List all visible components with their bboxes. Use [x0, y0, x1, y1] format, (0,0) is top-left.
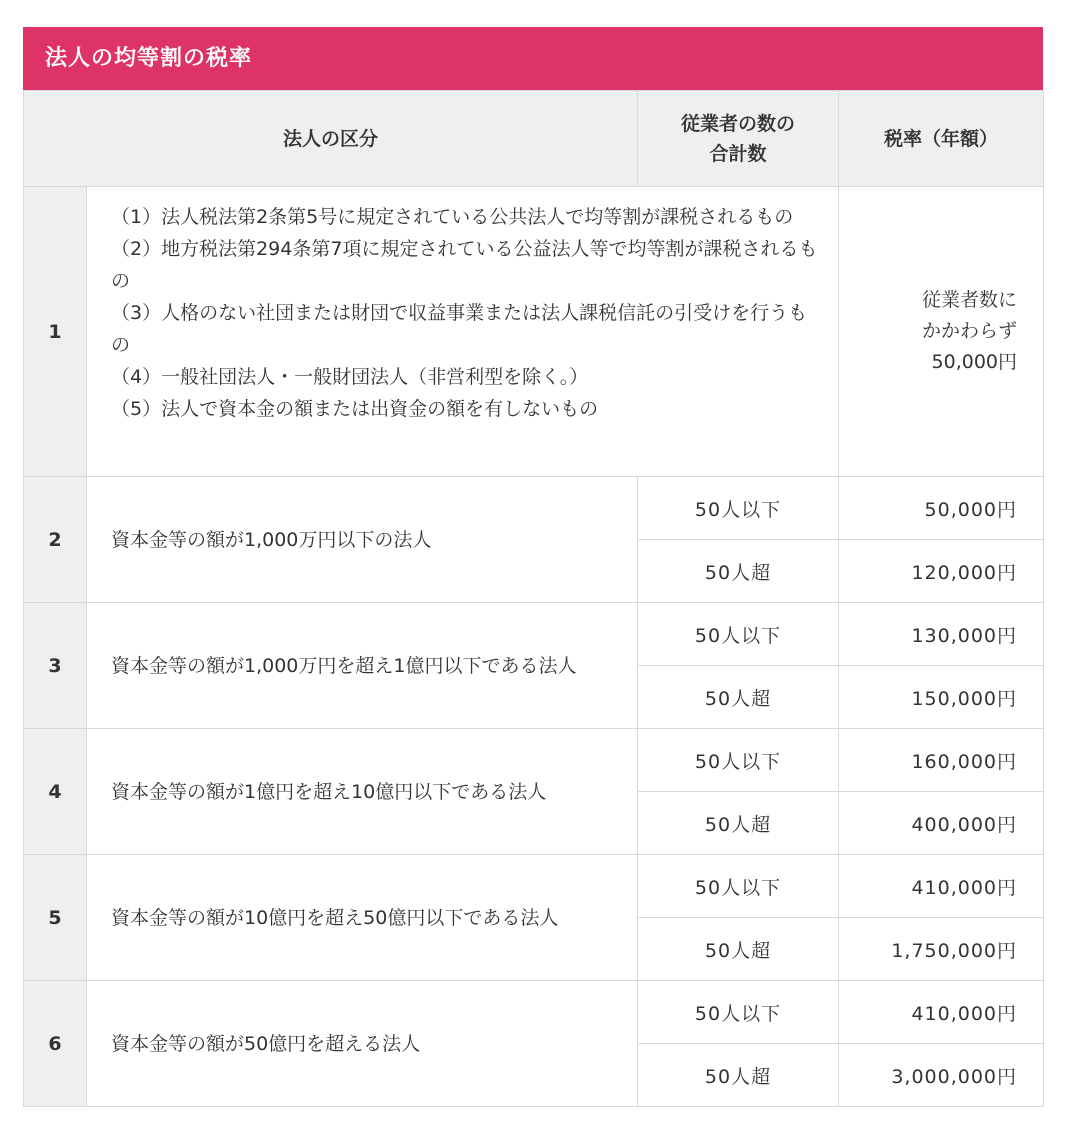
header-row [24, 91, 1044, 187]
tax-rate: 150,000円 [839, 666, 1044, 729]
table-row [24, 187, 1044, 477]
row-description: 資本金等の額が1,000万円以下の法人 [87, 477, 638, 603]
table-row [24, 477, 1044, 540]
row-description: 資本金等の額が50億円を超える法人 [87, 981, 638, 1107]
header-rate: 税率（年額） [839, 91, 1044, 187]
list-item: （3）人格のない社団または財団で収益事業または法人課税信託の引受けを行うもの [111, 302, 808, 356]
employee-count: 50人超 [638, 1044, 839, 1107]
row-number: 4 [24, 729, 87, 855]
tax-rate: 50,000円 [839, 477, 1044, 540]
row-number: 5 [24, 855, 87, 981]
tax-rate: 410,000円 [839, 981, 1044, 1044]
table-title: 法人の均等割の税率 [23, 27, 1043, 90]
row-description: 資本金等の額が1億円を超え10億円以下である法人 [87, 729, 638, 855]
row-rate [839, 187, 1044, 477]
employee-count: 50人以下 [638, 477, 839, 540]
employee-count: 50人以下 [638, 981, 839, 1044]
table-row [24, 603, 1044, 666]
rate-line: 50,000円 [931, 351, 1018, 373]
row-number: 3 [24, 603, 87, 729]
tax-rate: 400,000円 [839, 792, 1044, 855]
tax-rate: 3,000,000円 [839, 1044, 1044, 1107]
tax-rate: 1,750,000円 [839, 918, 1044, 981]
rate-line: 従業者数に [922, 289, 1018, 311]
row-number: 6 [24, 981, 87, 1107]
header-category: 法人の区分 [24, 91, 638, 187]
table-row [24, 729, 1044, 792]
employee-count: 50人超 [638, 540, 839, 603]
employee-count: 50人以下 [638, 603, 839, 666]
employee-count: 50人以下 [638, 855, 839, 918]
row-description: 資本金等の額が10億円を超え50億円以下である法人 [87, 855, 638, 981]
list-item: （1）法人税法第2条第5号に規定されている公共法人で均等割が課税されるもの [111, 206, 794, 228]
table-row [24, 855, 1044, 918]
tax-rate: 160,000円 [839, 729, 1044, 792]
employee-count: 50人超 [638, 792, 839, 855]
tax-rate: 120,000円 [839, 540, 1044, 603]
list-item: （5）法人で資本金の額または出資金の額を有しないもの [111, 398, 599, 420]
tax-rate-table-container [23, 27, 1043, 1107]
employee-count: 50人超 [638, 918, 839, 981]
row-number: 2 [24, 477, 87, 603]
row-description: 資本金等の額が1,000万円を超え1億円以下である法人 [87, 603, 638, 729]
tax-rate: 410,000円 [839, 855, 1044, 918]
tax-rate-table [23, 90, 1044, 1107]
tax-rate: 130,000円 [839, 603, 1044, 666]
row-description [87, 187, 839, 477]
employee-count: 50人以下 [638, 729, 839, 792]
rate-line: かかわらず [922, 320, 1018, 342]
list-item: （4）一般社団法人・一般財団法人（非営利型を除く。） [111, 366, 589, 388]
list-item: （2）地方税法第294条第7項に規定されている公益法人等で均等割が課税されるもの [111, 238, 818, 292]
row-number: 1 [24, 187, 87, 477]
employee-count: 50人超 [638, 666, 839, 729]
header-employees: 従業者の数の 合計数 [638, 91, 839, 187]
table-row [24, 981, 1044, 1044]
